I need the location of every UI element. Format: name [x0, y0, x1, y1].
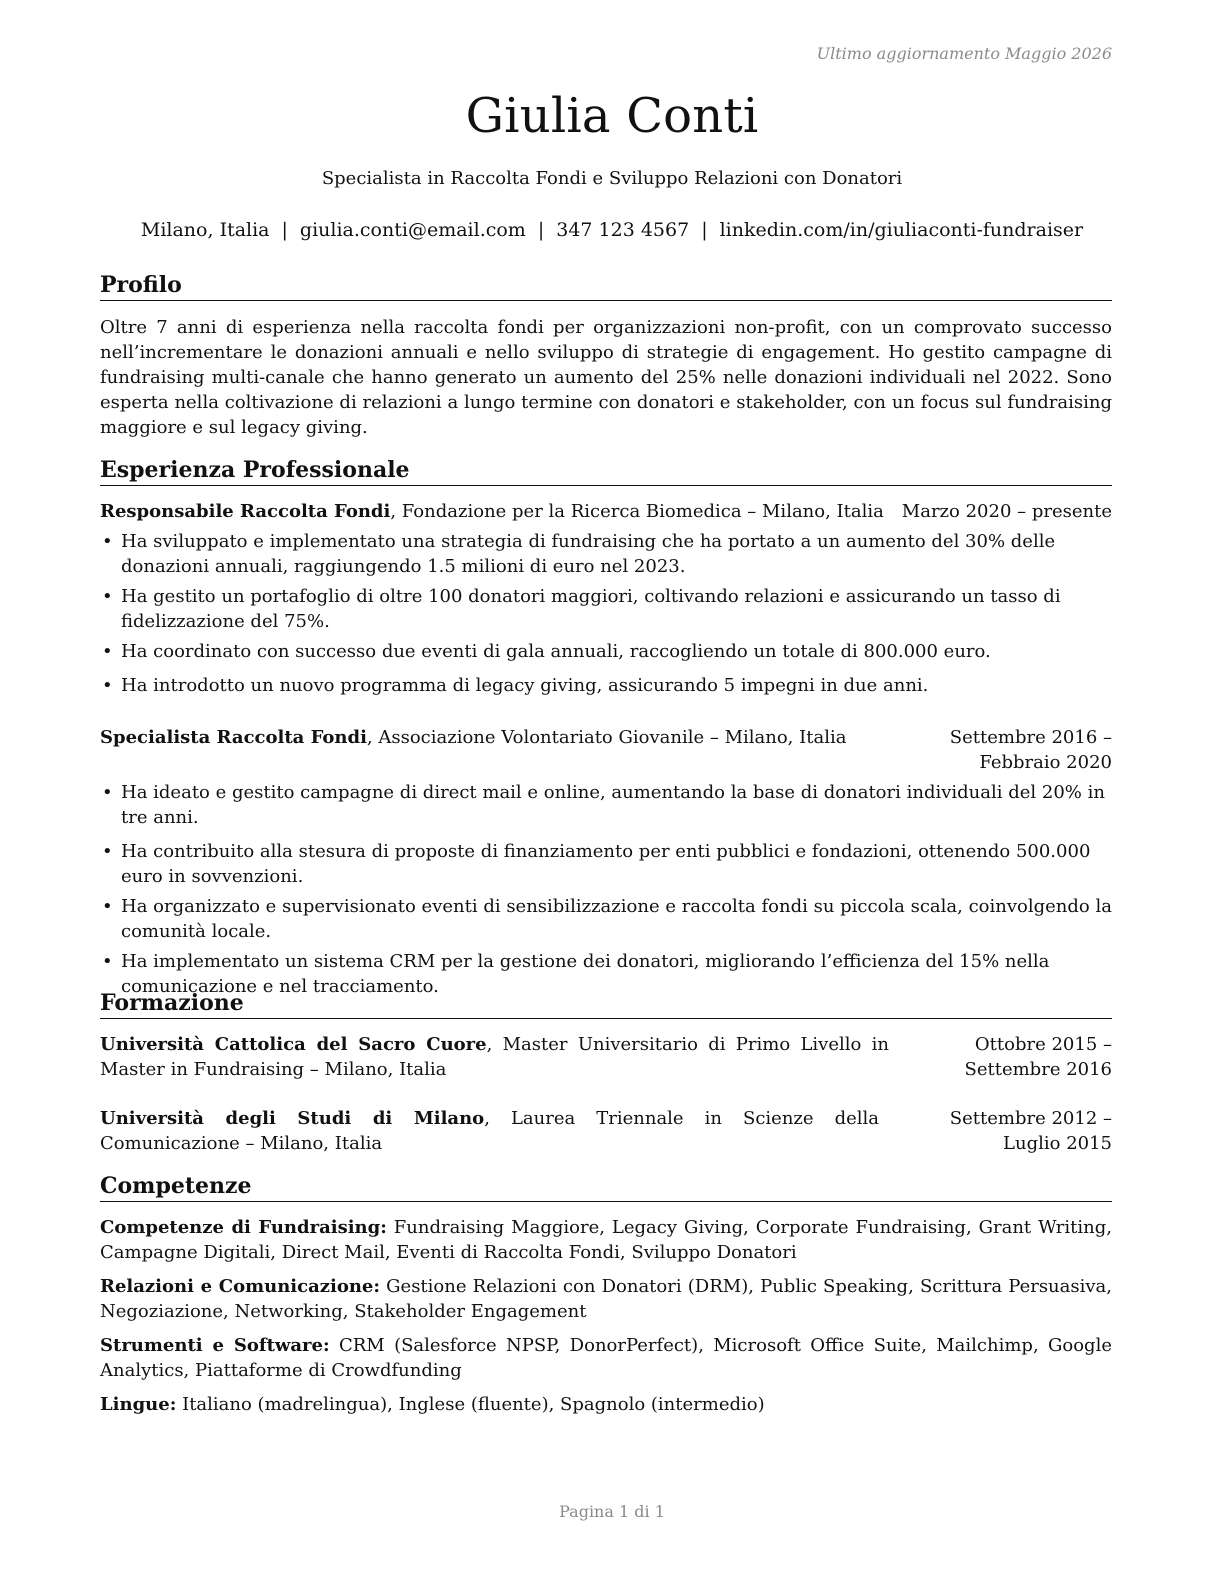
skill-group-label: Competenze di Fundraising: [100, 1217, 387, 1238]
list-item: • Ha contribuito alla stesura di proposte di finanziamento per enti pubblici e fondazioni, ottenendo 500.000 euro in sovvenzioni. [102, 841, 1091, 887]
bullet-icon: • [102, 586, 113, 607]
last-updated-note: Ultimo aggiornamento Maggio 2026 [816, 44, 1112, 63]
contact-separator: | [701, 219, 708, 241]
skill-group [100, 1392, 1112, 1417]
education-entry [100, 1106, 1112, 1156]
skill-group-text: CRM (Salesforce NPSP, DonorPerfect), Microsoft Office Suite, Mailchimp, Google Analytics, Piattaforme di Crowdfunding [100, 1335, 1112, 1381]
list-item: • Ha organizzato e supervisionato eventi di sensibilizzazione e raccolta fondi su piccola scala, coinvolgendo la comunità locale. [102, 896, 1112, 942]
skill-group-text: Gestione Relazioni con Donatori (DRM), Public Speaking, Scrittura Persuasiva, Negoziazione, Networking, Stakeholder Engagement [100, 1276, 1113, 1322]
skill-group-text: Italiano (madrelingua), Inglese (fluente), Spagnolo (intermedio) [176, 1394, 765, 1415]
bullet-icon: • [102, 675, 113, 696]
list-item: • Ha introdotto un nuovo programma di legacy giving, assicurando 5 impegni in due anni. [102, 675, 929, 696]
job-bullets [100, 780, 1112, 1004]
skill-group-label: Lingue: [100, 1394, 177, 1415]
list-item: • Ha ideato e gestito campagne di direct mail e online, aumentando la base di donatori individuali del 20% in tre anni. [102, 782, 1105, 828]
candidate-name: Giulia Conti [465, 88, 759, 144]
education-school: Università degli Studi di Milano [100, 1108, 485, 1129]
education-dates: Ottobre 2015 – Settembre 2016 [964, 1034, 1112, 1080]
job-dates: Settembre 2016 – Febbraio 2020 [949, 727, 1112, 773]
skill-group-label: Relazioni e Comunicazione: [100, 1276, 381, 1297]
job-role: Responsabile Raccolta Fondi [100, 501, 391, 522]
education-school: Università Cattolica del Sacro Cuore [100, 1034, 487, 1055]
skill-group [100, 1274, 1112, 1324]
profile-summary: Oltre 7 anni di esperienza nella raccolta fondi per organizzazioni non-profit, con un comprovato successo nell’incrementare le donazioni annuali e nello sviluppo di strategie di engagement. Ho gestito campagne di fundraising multi-canale che hanno generato un aumento del 25% nelle donazioni individuali nel 2022. Sono esperta nella coltivazione di relazioni a lungo termine con donatori e stakeholder, con un focus sul fundraising maggiore e sul legacy giving. [100, 317, 1112, 438]
bullet-icon: • [102, 782, 113, 803]
section-title-profile: Profilo [100, 270, 1112, 301]
job-header [100, 725, 1112, 775]
bullet-icon: • [102, 951, 113, 972]
contact-separator: | [537, 219, 545, 241]
contact-separator: | [281, 219, 288, 241]
list-item: • Ha gestito un portafoglio di oltre 100 donatori maggiori, coltivando relazioni e assicurando un tasso di fidelizzazione del 75%. [102, 586, 1061, 632]
contact-line [0, 219, 1224, 241]
bullet-icon: • [102, 896, 113, 917]
bullet-icon: • [102, 531, 113, 552]
contact-phone[interactable]: 347 123 4567 [556, 219, 690, 241]
list-item: • Ha coordinato con successo due eventi di gala annuali, raccogliendo un totale di 800.000 euro. [102, 641, 991, 662]
job-header [100, 499, 1112, 524]
section-title-experience: Esperienza Professionale [100, 455, 1112, 486]
contact-linkedin[interactable]: linkedin.com/in/giuliaconti-fundraiser [719, 219, 1084, 241]
job-organization: , Fondazione per la Ricerca Biomedica – Milano, Italia [390, 501, 884, 522]
job-bullets [100, 529, 1112, 703]
contact-location: Milano, Italia [140, 219, 270, 241]
education-detail: , Laurea Triennale in Scienze della Comunicazione – Milano, Italia [100, 1108, 880, 1154]
candidate-headline: Specialista in Raccolta Fondi e Sviluppo Relazioni con Donatori [321, 168, 903, 189]
bullet-icon: • [102, 841, 113, 862]
job-role: Specialista Raccolta Fondi [100, 727, 367, 748]
list-item: • Ha sviluppato e implementato una strategia di fundraising che ha portato a un aumento del 30% delle donazioni annuali, raggiungendo 1.5 milioni di euro nel 2023. [102, 531, 1056, 577]
skill-group-text: Fundraising Maggiore, Legacy Giving, Corporate Fundraising, Grant Writing, Campagne Digitali, Direct Mail, Eventi di Raccolta Fondi, Sviluppo Donatori [100, 1217, 1112, 1263]
education-detail: , Master Universitario di Primo Livello in Master in Fundraising – Milano, Italia [100, 1034, 890, 1080]
skill-group-label: Strumenti e Software: [100, 1335, 330, 1356]
job-organization: , Associazione Volontariato Giovanile – Milano, Italia [366, 727, 847, 748]
job-dates: Marzo 2020 – presente [901, 501, 1112, 522]
education-entry [100, 1032, 1112, 1082]
education-dates: Settembre 2012 – Luglio 2015 [949, 1108, 1112, 1154]
page-number: Pagina 1 di 1 [559, 1502, 665, 1521]
section-title-skills: Competenze [100, 1171, 1112, 1202]
contact-email[interactable]: giulia.conti@email.com [299, 219, 526, 241]
skill-group [100, 1215, 1112, 1265]
skill-group [100, 1333, 1112, 1383]
list-item: • Ha implementato un sistema CRM per la gestione dei donatori, migliorando l’efficienza del 15% nella comunicazione e nel tracciamento. [102, 951, 1050, 997]
section-title-education: Formazione [100, 988, 1112, 1019]
bullet-icon: • [102, 641, 113, 662]
